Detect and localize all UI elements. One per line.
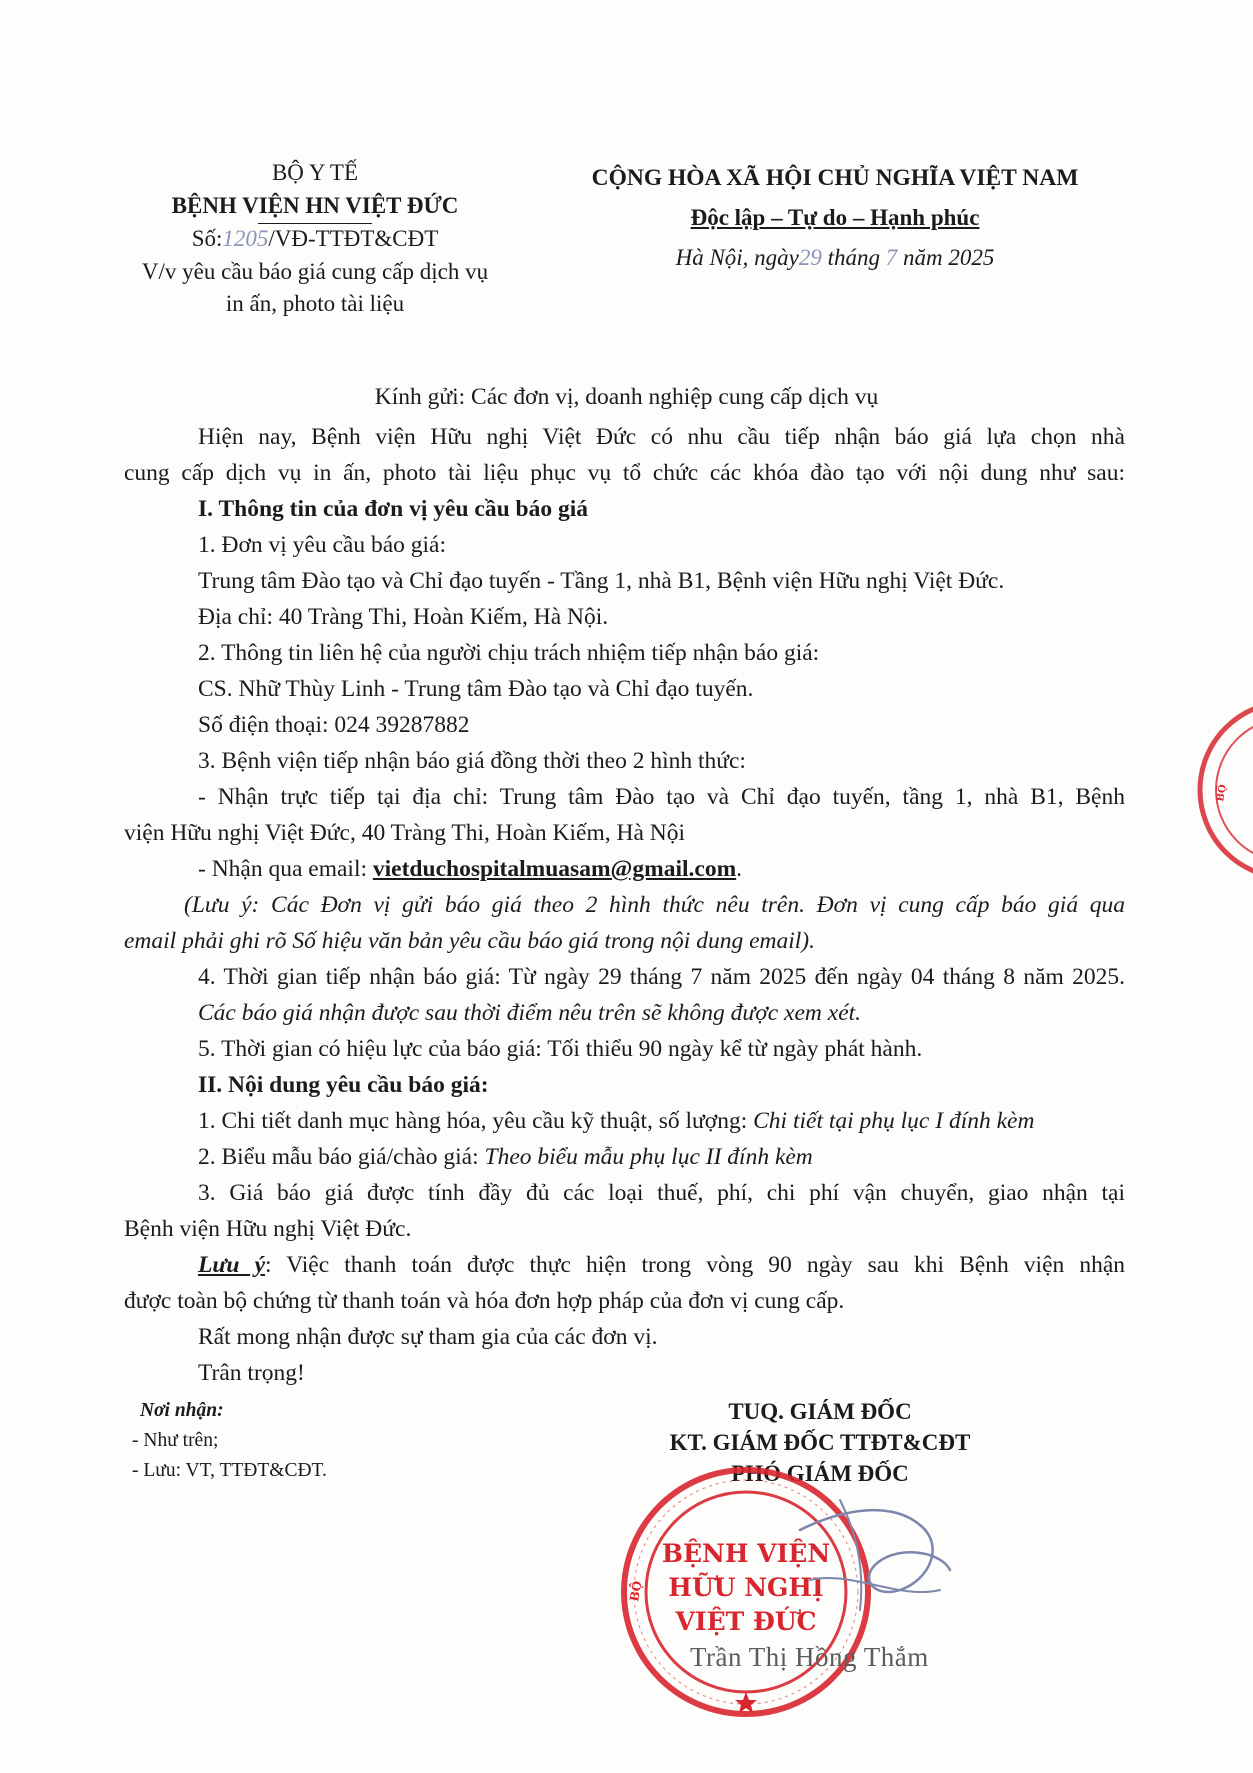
- handwritten-signature-icon: [780, 1470, 980, 1640]
- s1-item3-email-line: - Nhận qua email: vietduchospitalmuasam@gmail.com.: [198, 856, 743, 882]
- s1-item1-address: Địa chỉ: 40 Tràng Thi, Hoàn Kiếm, Hà Nội.: [198, 604, 609, 630]
- handwritten-month: 7: [885, 245, 898, 270]
- s1-item2-phone: Số điện thoại: 024 39287882: [198, 712, 470, 738]
- s1-note-line-1: (Lưu ý: Các Đơn vị gửi báo giá theo 2 hình thức nêu trên. Đơn vị cung cấp báo giá qua: [184, 892, 1125, 918]
- issue-date: Hà Nội, ngày29 tháng 7 năm 2025: [675, 245, 995, 270]
- closing-line-1: Rất mong nhận được sự tham gia của các đơn vị.: [198, 1324, 658, 1350]
- header-left-underline: [258, 223, 372, 224]
- seal-line-3: VIỆT ĐỨC: [675, 1607, 817, 1636]
- ministry-name: BỘ Y TẾ: [271, 160, 359, 185]
- header-left: [120, 158, 510, 319]
- handwritten-number: 1205: [222, 226, 269, 251]
- s2-note-line-2: được toàn bộ chứng từ thanh toán và hóa đơn hợp pháp của đơn vị cung cấp.: [124, 1288, 845, 1314]
- subject-line-1: V/v yêu cầu báo giá cung cấp dịch vụ: [141, 259, 489, 284]
- email-link[interactable]: vietduchospitalmuasam@gmail.com: [372, 856, 737, 882]
- seal-side-text: BỘ: [627, 1579, 645, 1603]
- svg-text:BỘ: BỘ: [1215, 783, 1229, 803]
- header-right: [555, 163, 1115, 273]
- s1-item3-label: 3. Bệnh viện tiếp nhận báo giá đồng thời theo 2 hình thức:: [198, 748, 746, 774]
- s1-item4-note: Các báo giá nhận được sau thời điểm nêu trên sẽ không được xem xét.: [198, 1000, 862, 1026]
- recipients-title: Nơi nhận:: [140, 1400, 224, 1421]
- s1-item1-unit: Trung tâm Đào tạo và Chỉ đạo tuyến - Tầng 1, nhà B1, Bệnh viện Hữu nghị Việt Đức.: [198, 568, 1005, 594]
- s1-note-line-2: email phải ghi rõ Số hiệu văn bản yêu cầu báo giá trong nội dung email).: [124, 928, 815, 954]
- recipients-line-2: - Lưu: VT, TTĐT&CĐT.: [132, 1460, 327, 1481]
- nation-name: CỘNG HÒA XÃ HỘI CHỦ NGHĨA VIỆT NAM: [591, 165, 1079, 191]
- signature-title-1: TUQ. GIÁM ĐỐC: [728, 1399, 912, 1424]
- subject-line-2: in ấn, photo tài liệu: [225, 291, 405, 316]
- intro-line-1: Hiện nay, Bệnh viện Hữu nghị Việt Đức có nhu cầu tiếp nhận báo giá lựa chọn nhà: [198, 424, 1125, 450]
- section-2-heading: II. Nội dung yêu cầu báo giá:: [198, 1072, 489, 1098]
- handwritten-day: 29: [798, 245, 822, 270]
- s1-item3-direct-line-1: - Nhận trực tiếp tại địa chỉ: Trung tâm Đào tạo và Chỉ đạo tuyến, tầng 1, nhà B1, Bệnh: [198, 784, 1125, 810]
- signature-title-2: KT. GIÁM ĐỐC TTĐT&CĐT: [669, 1430, 971, 1455]
- motto: Độc lập – Tự do – Hạnh phúc: [690, 205, 980, 230]
- document-number: Số:1205/VĐ-TTĐT&CĐT: [191, 226, 439, 251]
- signer-name: Trần Thị Hồng Thắm: [690, 1642, 929, 1672]
- section-1-heading: I. Thông tin của đơn vị yêu cầu báo giá: [198, 496, 588, 522]
- hospital-name: BỆNH VIỆN HN VIỆT ĐỨC: [171, 193, 459, 218]
- partial-seal-icon: [1193, 690, 1253, 890]
- intro-line-2: cung cấp dịch vụ in ấn, photo tài liệu phục vụ tổ chức các khóa đào tạo với nội dung như sau:: [124, 460, 1125, 486]
- s1-item4: 4. Thời gian tiếp nhận báo giá: Từ ngày 29 tháng 7 năm 2025 đến ngày 04 tháng 8 năm 2025.: [198, 964, 1125, 990]
- recipient-line: Kính gửi: Các đơn vị, doanh nghiệp cung cấp dịch vụ: [374, 384, 879, 410]
- s1-item1-label: 1. Đơn vị yêu cầu báo giá:: [198, 532, 447, 558]
- signature-title-3: PHÓ GIÁM ĐỐC: [731, 1461, 909, 1486]
- s2-item1: 1. Chi tiết danh mục hàng hóa, yêu cầu kỹ thuật, số lượng: Chi tiết tại phụ lục I đính kèm: [198, 1108, 1035, 1134]
- recipients-block: [132, 1396, 327, 1486]
- recipients-line-1: - Như trên;: [132, 1430, 219, 1451]
- s1-item3-direct-line-2: viện Hữu nghị Việt Đức, 40 Tràng Thi, Hoàn Kiếm, Hà Nội: [124, 820, 686, 846]
- s2-item3-line-2: Bệnh viện Hữu nghị Việt Đức.: [124, 1216, 412, 1242]
- seal-line-1: BỆNH VIỆN: [661, 1539, 831, 1568]
- s1-item5: 5. Thời gian có hiệu lực của báo giá: Tối thiểu 90 ngày kể từ ngày phát hành.: [198, 1036, 923, 1062]
- s1-item2-person: CS. Nhữ Thùy Linh - Trung tâm Đào tạo và Chỉ đạo tuyến.: [198, 676, 754, 702]
- note-label: Lưu ý: [198, 1252, 266, 1278]
- s2-item3-line-1: 3. Giá báo giá được tính đầy đủ các loại thuế, phí, chi phí vận chuyển, giao nhận tại: [198, 1180, 1125, 1206]
- s1-item2-label: 2. Thông tin liên hệ của người chịu trách nhiệm tiếp nhận báo giá:: [198, 640, 820, 666]
- seal-line-2: HỮU NGHỊ: [668, 1573, 824, 1602]
- s2-item2: 2. Biểu mẫu báo giá/chào giá: Theo biểu mẫu phụ lục II đính kèm: [198, 1144, 813, 1170]
- s2-note-line-1: Lưu ý: Việc thanh toán được thực hiện trong vòng 90 ngày sau khi Bệnh viện nhận: [198, 1252, 1126, 1278]
- closing-line-2: Trân trọng!: [198, 1360, 305, 1386]
